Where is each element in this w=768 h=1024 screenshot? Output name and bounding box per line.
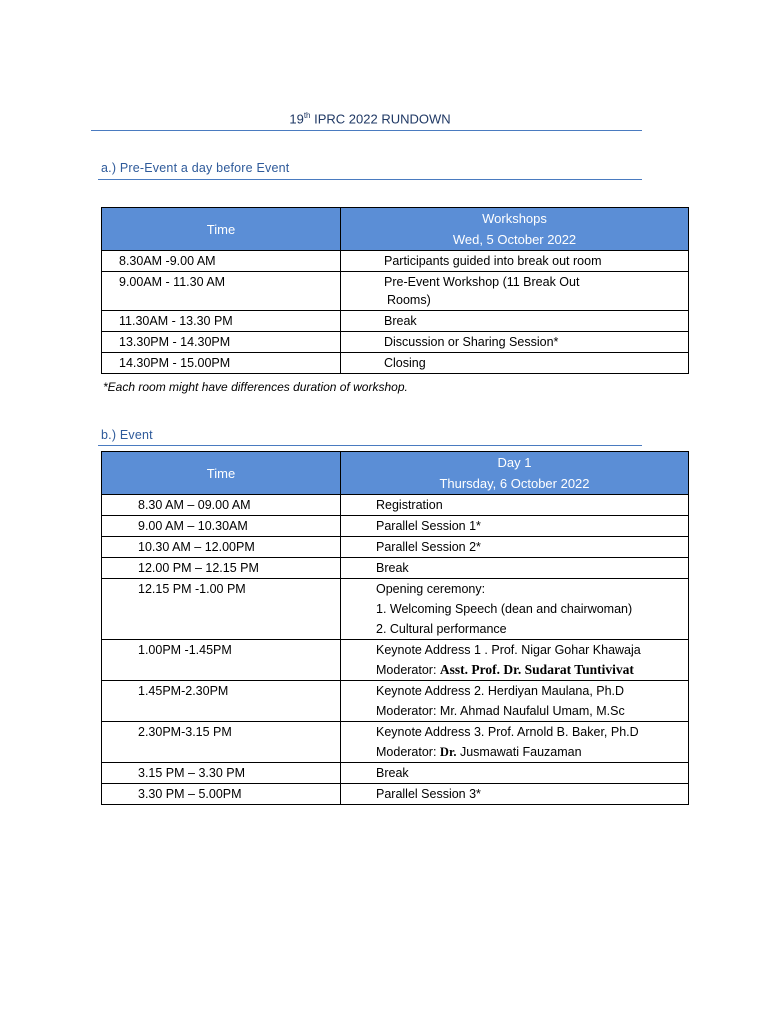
table-row (102, 784, 689, 805)
table-row (102, 763, 689, 784)
page-title: 19th IPRC 2022 RUNDOWN (289, 111, 451, 127)
table-row (102, 558, 689, 579)
header-time: Time (102, 208, 341, 251)
row-activity: Closing (341, 353, 689, 374)
section-a-heading: a.) Pre-Event a day before Event (101, 161, 290, 175)
row-time: 8.30 AM – 09.00 AM (102, 495, 341, 516)
row-activity: Parallel Session 3* (341, 784, 689, 805)
table-row (102, 579, 689, 640)
header-workshops: Workshops Wed, 5 October 2022 (341, 208, 689, 251)
row-activity: Parallel Session 1* (341, 516, 689, 537)
row-activity: Parallel Session 2* (341, 537, 689, 558)
row-time: 8.30AM -9.00 AM (102, 251, 341, 272)
table-header-row (102, 208, 689, 251)
workshop-note: *Each room might have differences duration of workshop. (103, 380, 408, 394)
row-time: 12.15 PM -1.00 PM (102, 579, 341, 640)
header-time: Time (102, 452, 341, 495)
title-rule (91, 130, 642, 131)
table-row (102, 722, 689, 763)
row-time: 9.00AM - 11.30 AM (102, 272, 341, 311)
row-time: 11.30AM - 13.30 PM (102, 311, 341, 332)
table-row (102, 640, 689, 681)
row-activity: Discussion or Sharing Session* (341, 332, 689, 353)
row-time: 12.00 PM – 12.15 PM (102, 558, 341, 579)
table-row (102, 311, 689, 332)
row-time: 10.30 AM – 12.00PM (102, 537, 341, 558)
row-activity: Break (341, 558, 689, 579)
row-time: 3.15 PM – 3.30 PM (102, 763, 341, 784)
table-row (102, 332, 689, 353)
row-activity: Pre-Event Workshop (11 Break Out Rooms) (341, 272, 689, 311)
section-a-rule (98, 179, 642, 180)
table-row (102, 353, 689, 374)
table-row (102, 495, 689, 516)
table-row (102, 251, 689, 272)
row-time: 1.00PM -1.45PM (102, 640, 341, 681)
row-activity: Keynote Address 2. Herdiyan Maulana, Ph.D Moderator: Mr. Ahmad Naufalul Umam, M.Sc (341, 681, 689, 722)
row-time: 9.00 AM – 10.30AM (102, 516, 341, 537)
table-header-row (102, 452, 689, 495)
section-b-heading: b.) Event (101, 428, 153, 442)
row-time: 14.30PM - 15.00PM (102, 353, 341, 374)
table-row (102, 272, 689, 311)
row-activity: Keynote Address 3. Prof. Arnold B. Baker, Ph.D Moderator: Dr. Jusmawati Fauzaman (341, 722, 689, 763)
row-activity: Keynote Address 1 . Prof. Nigar Gohar Khawaja Moderator: Asst. Prof. Dr. Sudarat Tuntivivat (341, 640, 689, 681)
table-row (102, 537, 689, 558)
row-time: 3.30 PM – 5.00PM (102, 784, 341, 805)
row-time: 2.30PM-3.15 PM (102, 722, 341, 763)
row-activity: Break (341, 763, 689, 784)
row-time: 13.30PM - 14.30PM (102, 332, 341, 353)
pre-event-table (101, 207, 689, 374)
table-row (102, 516, 689, 537)
row-time: 1.45PM-2.30PM (102, 681, 341, 722)
row-activity: Participants guided into break out room (341, 251, 689, 272)
table-row (102, 681, 689, 722)
row-activity: Break (341, 311, 689, 332)
section-b-rule (98, 445, 642, 446)
header-day: Day 1 Thursday, 6 October 2022 (341, 452, 689, 495)
row-activity: Registration (341, 495, 689, 516)
row-activity: Opening ceremony: 1. Welcoming Speech (dean and chairwoman) 2. Cultural performance (341, 579, 689, 640)
event-table (101, 451, 689, 805)
